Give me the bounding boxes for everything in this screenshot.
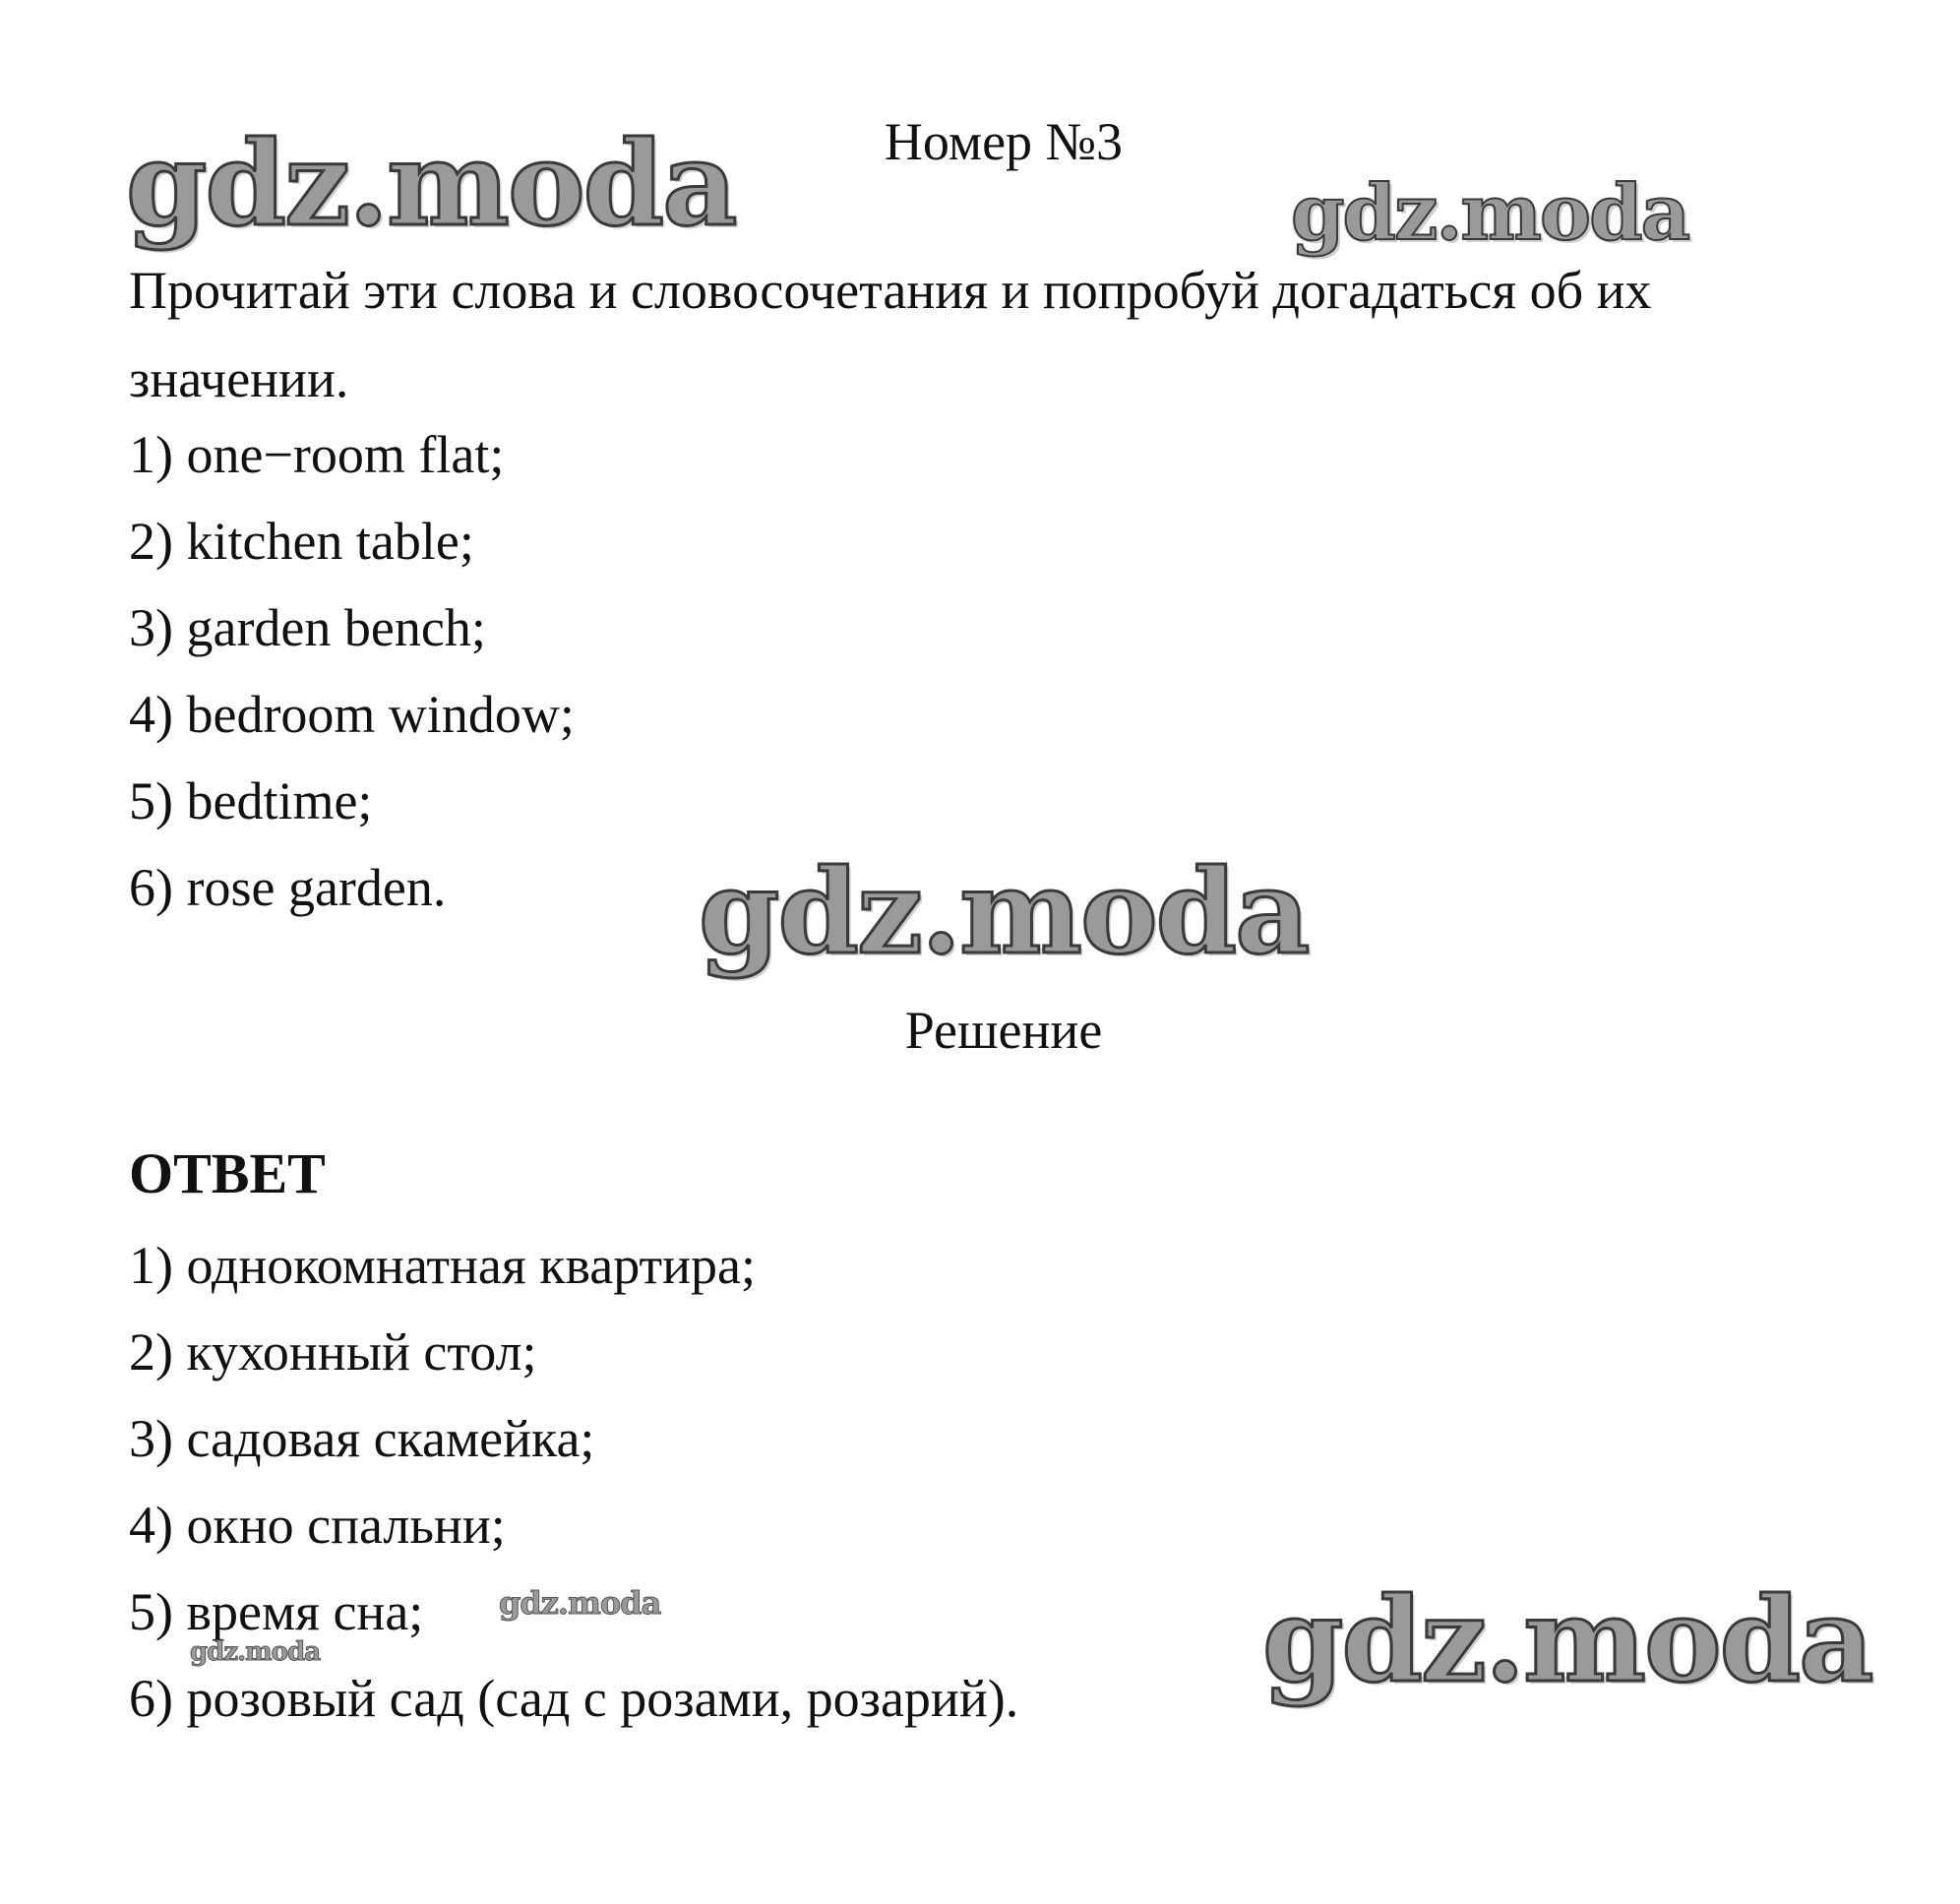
task-title: Номер №3: [884, 112, 1124, 171]
watermark: gdz.moda: [1262, 1571, 1872, 1708]
answer-item: 4) окно спальни;: [129, 1496, 506, 1555]
task-list: [129, 411, 575, 931]
watermark: gdz.moda: [1291, 168, 1689, 258]
task-item: 2) kitchen table;: [129, 512, 474, 571]
solution-title: Решение: [904, 1001, 1103, 1060]
task-item: 3) garden bench;: [129, 598, 486, 657]
task-item: 5) bedtime;: [129, 771, 373, 830]
answer-item: 1) однокомнатная квартира;: [129, 1236, 756, 1295]
task-item: 1) one−room flat;: [129, 425, 505, 484]
task-item: 6) rose garden.: [129, 858, 447, 917]
watermark: gdz.moda: [126, 115, 736, 252]
task-item: 4) bedroom window;: [129, 685, 575, 744]
answer-item: 6) розовый сад (сад с розами, розарий).: [129, 1669, 1019, 1728]
watermark: gdz.moda: [499, 1584, 661, 1622]
answer-item: 5) время сна;: [129, 1582, 424, 1641]
answer-item: 2) кухонный стол;: [129, 1322, 537, 1382]
watermark: gdz.moda: [190, 1637, 321, 1667]
watermark: gdz.moda: [699, 843, 1309, 980]
task-instruction: Прочитай эти слова и словосочетания и попробуй догадаться об их значении.: [129, 261, 1652, 408]
answer-label: ОТВЕТ: [129, 1141, 326, 1205]
answer-item: 3) садовая скамейка;: [129, 1409, 595, 1468]
